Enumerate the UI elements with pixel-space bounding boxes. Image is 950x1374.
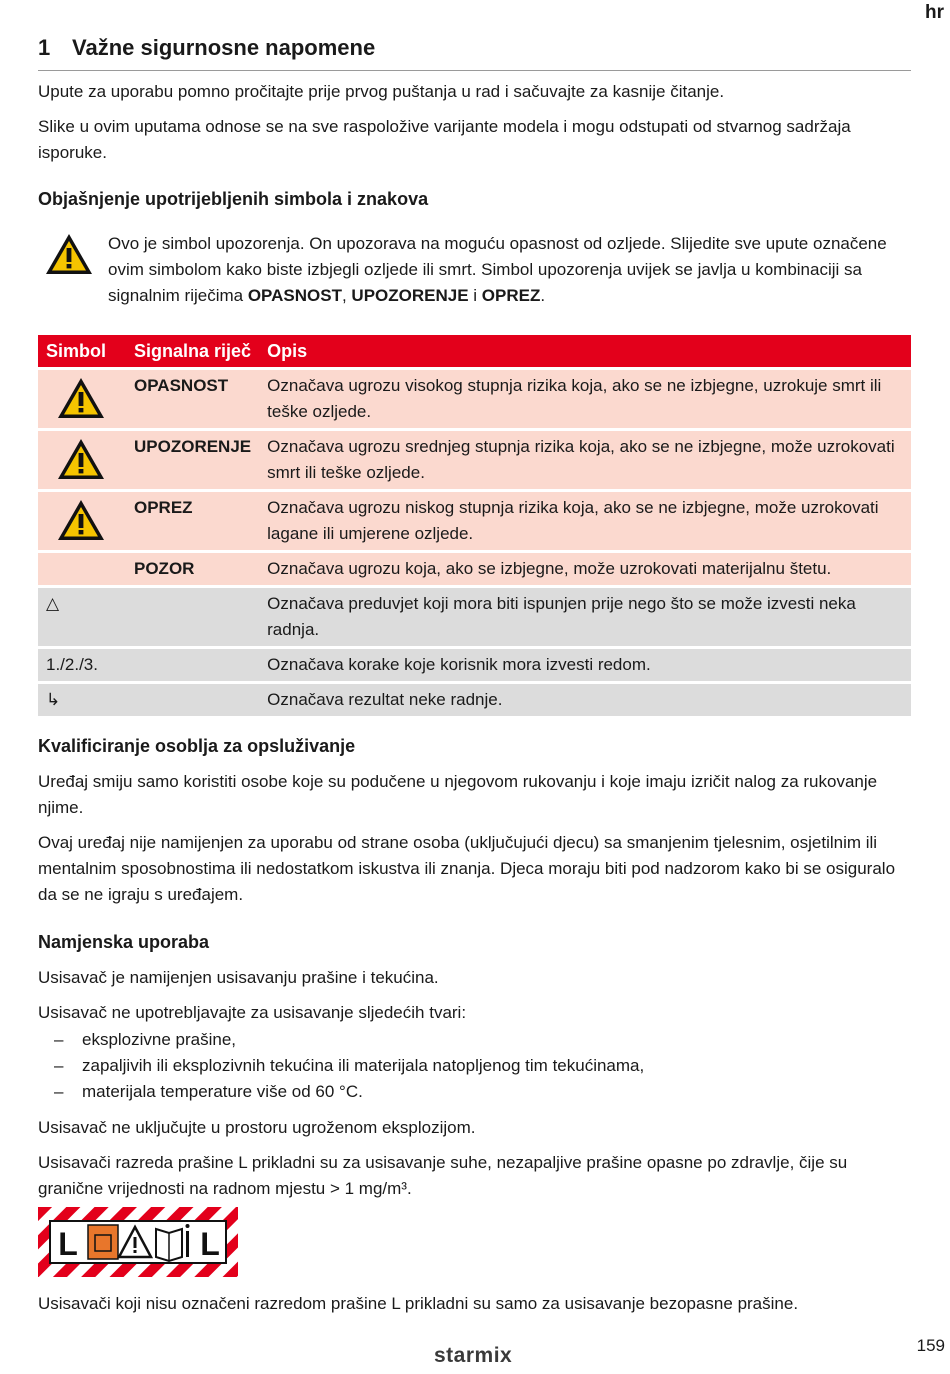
prerequisite-icon: △	[38, 588, 126, 646]
list-item: – zapaljivih ili eksplozivnih tekućina ili materijala natopljenog tim tekućinama,	[38, 1053, 911, 1079]
intended-use-paragraph-3: Usisavač ne uključujte u prostoru ugroženom eksplozijom.	[38, 1118, 476, 1137]
language-code: hr	[925, 2, 944, 23]
signal-word-opasnost: OPASNOST	[247, 286, 342, 305]
symbol-cell	[38, 431, 126, 489]
warning-icon	[44, 232, 94, 276]
table-row	[38, 431, 911, 489]
warning-explanation	[108, 231, 898, 309]
signal-words-table	[38, 332, 911, 719]
description: Označava korake koje korisnik mora izvesti redom.	[259, 649, 911, 681]
signal-word-oprez: OPREZ	[481, 286, 541, 305]
qualification-paragraph-1: Uređaj smiju samo koristiti osobe koje su podučene u njegovom rukovanju i koje imaju izričit nalog za rukovanje njime.	[38, 772, 878, 817]
table-header-row	[38, 335, 911, 367]
intended-use-paragraph-5: Usisavači koji nisu označeni razredom prašine L prikladni su samo za usisavanje bezopasne prašine.	[38, 1294, 799, 1313]
signal-word	[126, 684, 259, 716]
description: Označava ugrozu koja, ako se izbjegne, može uzrokovati materijalnu štetu.	[259, 553, 911, 585]
signal-word	[126, 588, 259, 646]
list-item: – materijala temperature više od 60 °C.	[38, 1079, 911, 1105]
description: Označava ugrozu visokog stupnja rizika koja, ako se ne izbjegne, uzrokuje smrt ili teške ozljede.	[259, 370, 911, 428]
section-title	[38, 32, 375, 64]
forbidden-substances-list	[38, 1027, 911, 1105]
warning-icon	[56, 437, 106, 481]
symbol-cell	[38, 553, 126, 585]
title-divider	[38, 70, 911, 71]
table-row	[38, 553, 911, 585]
symbol-cell	[38, 492, 126, 550]
page-number: 159	[916, 1336, 945, 1355]
description: Označava preduvjet koji mora biti ispunjen prije nego što se može izvesti neka radnja.	[259, 588, 911, 646]
intended-use-paragraph-1: Usisavač je namijenjen usisavanju prašine i tekućina.	[38, 968, 439, 987]
intro-paragraph-2: Slike u ovim uputama odnose se na sve raspoložive varijante modela i mogu odstupati od stvarnog sadržaja isporuke.	[38, 117, 851, 162]
table-row	[38, 684, 911, 716]
table-row	[38, 588, 911, 646]
header-description: Opis	[259, 335, 911, 367]
qualification-heading: Kvalificiranje osoblja za opsluživanje	[38, 736, 356, 756]
symbol-cell	[38, 370, 126, 428]
signal-word: UPOZORENJE	[126, 431, 259, 489]
result-arrow-icon: ↳	[38, 684, 126, 716]
intended-use-heading: Namjenska uporaba	[38, 932, 210, 952]
list-item: – eksplozivne prašine,	[38, 1027, 911, 1053]
table-row	[38, 370, 911, 428]
warning-explanation-text: Ovo je simbol upozorenja. On upozorava na moguću opasnost od ozljede. Slijedite sve upute označene ovim simbolom kako biste izbjegli ozljede ili smrt. Simbol upozorenja uvijek se javlja u kombinaciji sa signalnim riječima	[108, 234, 887, 305]
dust-class-letter-right: L	[200, 1226, 220, 1262]
intro-paragraph-1: Upute za uporabu pomno pročitajte prije prvog puštanja u rad i sačuvajte za kasnije čitanje.	[38, 82, 725, 101]
description: Označava rezultat neke radnje.	[259, 684, 911, 716]
signal-word: POZOR	[126, 553, 259, 585]
intended-use-paragraph-4: Usisavači razreda prašine L prikladni su za usisavanje suhe, nezapaljive prašine opasne po zdravlje, čije su granične vrijednosti na radnom mjestu > 1 mg/m³.	[38, 1153, 848, 1198]
warning-icon	[56, 498, 106, 542]
section-title-text: Važne sigurnosne napomene	[72, 35, 376, 60]
separator: i	[468, 286, 482, 305]
symbols-heading: Objašnjenje upotrijebljenih simbola i znakova	[38, 189, 429, 209]
signal-word: OPREZ	[126, 492, 259, 550]
description: Označava ugrozu srednjeg stupnja rizika koja, ako se ne izbjegne, može uzrokovati smrt ili teške ozljede.	[259, 431, 911, 489]
intended-use-paragraph-2: Usisavač ne upotrebljavajte za usisavanje sljedećih tvari:	[38, 1003, 467, 1022]
section-number: 1	[38, 35, 51, 60]
separator: ,	[341, 286, 352, 305]
signal-word-upozorenje: UPOZORENJE	[351, 286, 469, 305]
brand-logo: starmix	[434, 1344, 513, 1367]
header-symbol: Simbol	[38, 335, 126, 367]
qualification-paragraph-2: Ovaj uređaj nije namijenjen za uporabu od strane osoba (uključujući djecu) sa smanjenim tjelesnim, osjetilnim ili mentalnim sposobnostima ili nedostatkom iskustva ili znanja. Djeca moraju biti pod nadzorom kako bi se osiguralo da se ne igraju s uređajem.	[38, 833, 896, 904]
dust-class-letter-left: L	[58, 1226, 78, 1262]
table-row	[38, 649, 911, 681]
warning-icon	[56, 376, 106, 420]
dust-class-l-label	[38, 1207, 238, 1277]
steps-symbol: 1./2./3.	[38, 649, 126, 681]
header-signal-word: Signalna riječ	[126, 335, 259, 367]
table-row	[38, 492, 911, 550]
sentence-end: .	[540, 286, 546, 305]
signal-word: OPASNOST	[126, 370, 259, 428]
signal-word	[126, 649, 259, 681]
description: Označava ugrozu niskog stupnja rizika koja, ako se ne izbjegne, može uzrokovati lagane ili umjerene ozljede.	[259, 492, 911, 550]
